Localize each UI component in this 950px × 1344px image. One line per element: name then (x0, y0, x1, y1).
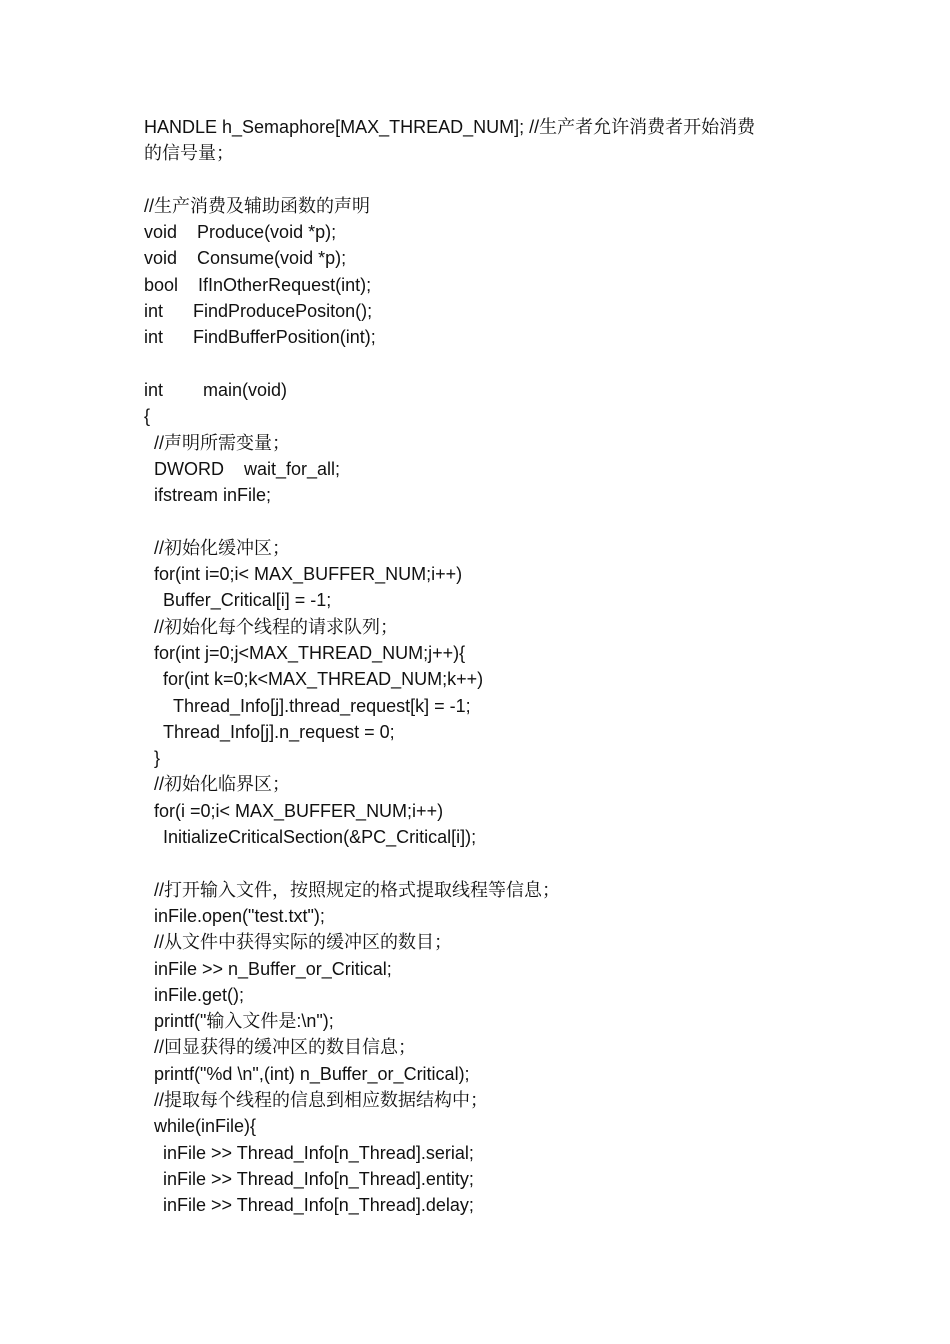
code-comment-line: //生产消费及辅助函数的声明 (144, 195, 371, 216)
code-comment-line: //初始化缓冲区； (154, 537, 291, 558)
code-line: bool IfInOtherRequest(int); (144, 274, 372, 295)
blank-line (144, 167, 824, 193)
blank-line (144, 351, 824, 377)
code-comment-line: //打开输入文件，按照规定的格式提取线程等信息； (154, 879, 560, 900)
code-line: int FindProducePositon(); (144, 301, 373, 322)
code-line: inFile >> Thread_Info[n_Thread].delay; (163, 1195, 474, 1216)
code-line: ifstream inFile; (154, 485, 272, 506)
code-line: } (154, 748, 161, 769)
code-comment-line: //回显获得的缓冲区的数目信息； (154, 1037, 417, 1058)
code-line: { (144, 406, 151, 427)
code-line: InitializeCriticalSection(&PC_Critical[i]); (163, 827, 477, 848)
code-comment-line: //提取每个线程的信息到相应数据结构中； (154, 1089, 489, 1110)
code-line: DWORD wait_for_all; (154, 458, 341, 479)
code-line: Buffer_Critical[i] = -1; (163, 590, 332, 611)
code-comment-line: //初始化临界区； (154, 774, 291, 795)
blank-line (144, 850, 824, 876)
code-line: HANDLE h_Semaphore[MAX_THREAD_NUM]; //生产者允许消费者开始消费 (144, 117, 756, 137)
code-line: int main(void) (144, 379, 288, 400)
code-line: while(inFile){ (154, 1116, 257, 1137)
code-line: inFile.open("test.txt"); (154, 905, 325, 926)
code-line: printf("输入文件是:\n"); (154, 1011, 334, 1032)
code-comment-line: //声明所需变量； (154, 432, 291, 453)
code-line: Thread_Info[j].n_request = 0; (163, 721, 395, 742)
code-comment-line: //初始化每个线程的请求队列； (154, 616, 399, 637)
blank-line (144, 508, 824, 534)
code-line: void Produce(void *p); (144, 222, 337, 243)
code-line: printf("%d \n",(int) n_Buffer_or_Critical); (154, 1063, 470, 1084)
code-line: inFile.get(); (154, 984, 245, 1005)
code-line: void Consume(void *p); (144, 248, 347, 269)
code-line: inFile >> n_Buffer_or_Critical; (154, 958, 392, 979)
code-line: Thread_Info[j].thread_request[k] = -1; (173, 695, 471, 716)
code-line: for(int k=0;k<MAX_THREAD_NUM;k++) (163, 669, 484, 690)
code-line: int FindBufferPosition(int); (144, 327, 376, 348)
code-comment-line: //从文件中获得实际的缓冲区的数目； (154, 932, 453, 953)
code-line: inFile >> Thread_Info[n_Thread].entity; (163, 1168, 474, 1189)
code-line: for(int i=0;i< MAX_BUFFER_NUM;i++) (154, 564, 463, 585)
code-line: inFile >> Thread_Info[n_Thread].serial; (163, 1142, 474, 1163)
code-line: for(i =0;i< MAX_BUFFER_NUM;i++) (154, 800, 444, 821)
code-line: for(int j=0;j<MAX_THREAD_NUM;j++){ (154, 642, 466, 663)
code-listing (144, 114, 824, 1218)
code-line: 的信号量； (144, 143, 234, 164)
